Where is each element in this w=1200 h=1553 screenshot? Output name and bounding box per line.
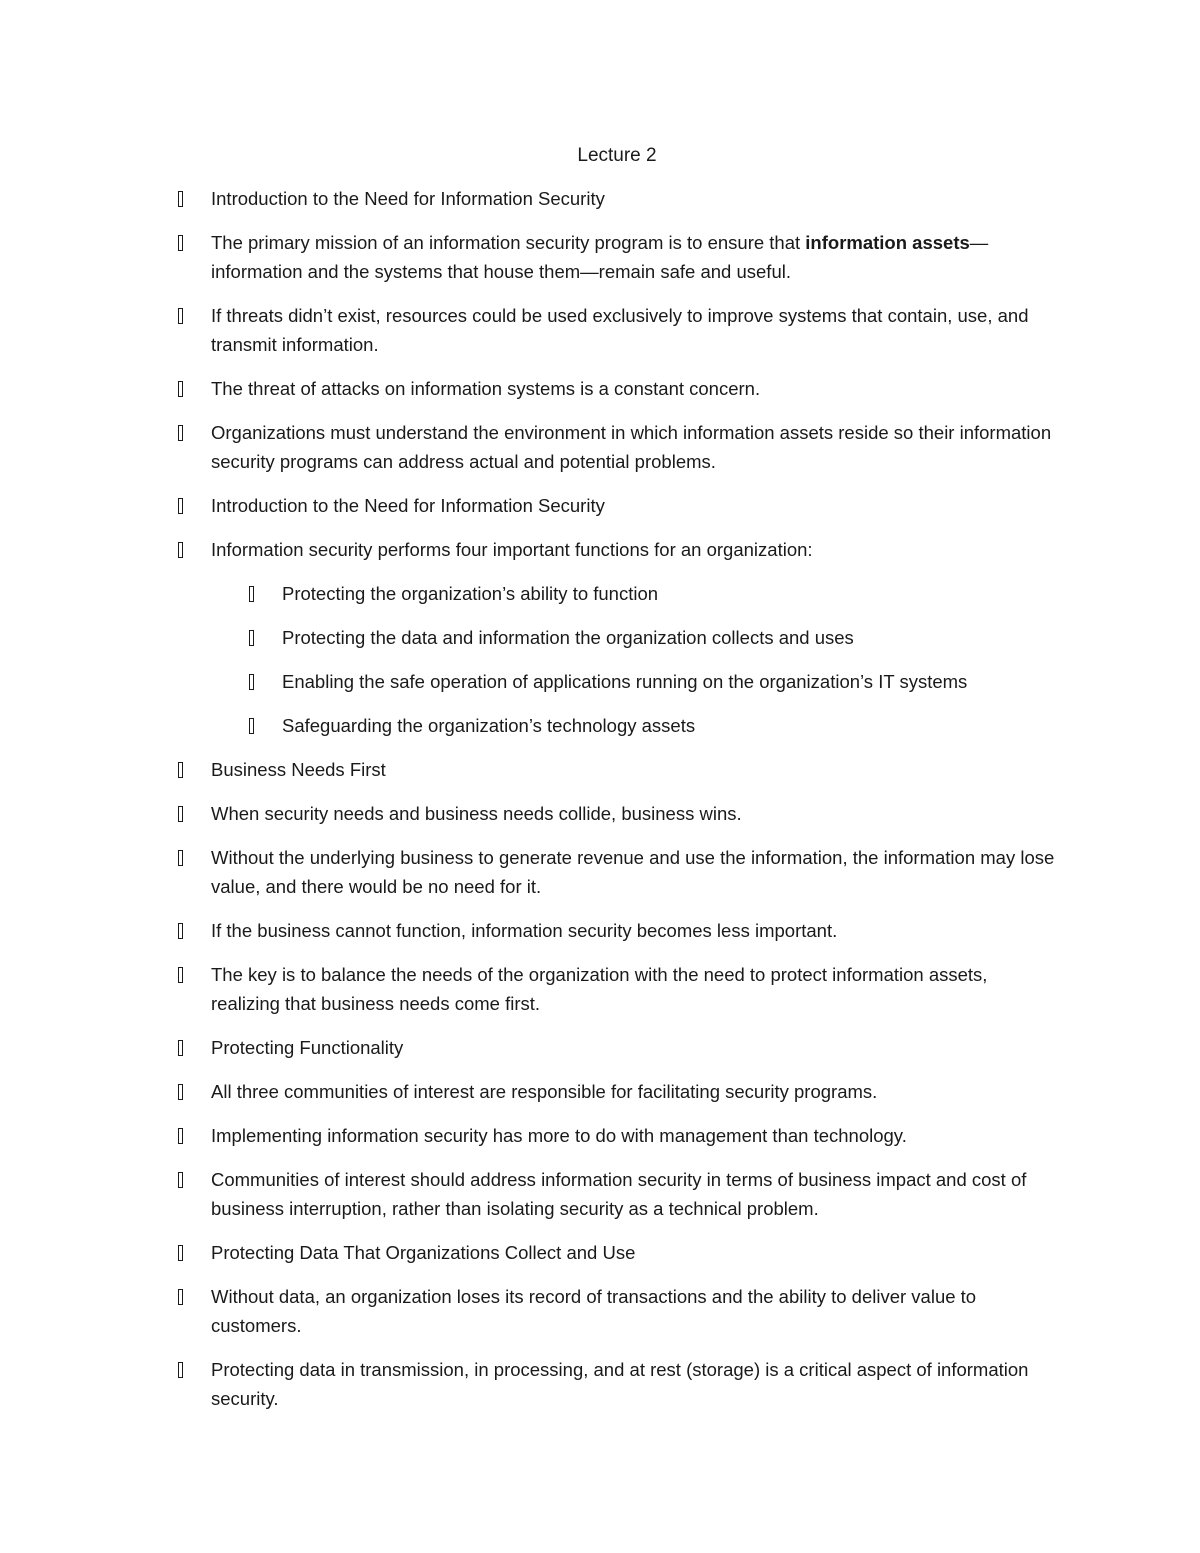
text-segment: Implementing information security has more to do with management than technology. [211,1125,907,1146]
text-segment: Safeguarding the organization’s technology assets [282,715,696,736]
text-segment: Organizations must understand the environment in which information assets reside so their information security programs can address actual and potential problems. [211,422,1052,472]
missing-glyph-box-icon [173,960,187,989]
missing-glyph-box-icon [173,916,187,945]
missing-glyph-box-icon [173,491,187,520]
missing-glyph-box-icon [173,374,187,403]
list-item [282,711,1062,740]
list-item [282,667,1062,696]
missing-glyph-box-icon [173,1121,187,1150]
text-segment: Protecting data in transmission, in processing, and at rest (storage) is a critical aspect of information security. [211,1359,1029,1409]
list-item [211,184,1061,213]
list-item-text [211,803,742,824]
list-item [211,1121,1061,1150]
list-item [211,1033,1061,1062]
text-segment: Information security performs four important functions for an organization: [211,539,813,560]
list-item [211,799,1061,828]
missing-glyph-box-icon [244,579,258,608]
missing-glyph-box-icon [173,1077,187,1106]
list-item-text [211,759,386,780]
list-item [211,1077,1061,1106]
list-item-text [211,1242,635,1263]
list-item [211,301,1061,359]
list-item-text [211,1286,976,1336]
list-item [211,960,1061,1018]
missing-glyph-box-icon [244,667,258,696]
text-segment: All three communities of interest are responsible for facilitating security programs. [211,1081,878,1102]
list-item-text [211,305,1029,355]
text-segment: Communities of interest should address information security in terms of business impact and cost of business interruption, rather than isolating security as a technical problem. [211,1169,1027,1219]
list-item-text [211,1359,1028,1409]
list-item [211,1165,1061,1223]
list-item-text [211,1169,1026,1219]
list-item [211,535,1061,564]
list-item [211,374,1061,403]
list-item-text [211,920,837,941]
list-item [211,228,1061,286]
list-item-text [211,1081,877,1102]
list-item-text [282,715,695,736]
list-item-text [282,671,967,692]
missing-glyph-box-icon [173,799,187,828]
list-item [211,491,1061,520]
text-segment: Introduction to the Need for Information Security [211,188,605,209]
list-item-text [211,1125,907,1146]
missing-glyph-box-icon [244,623,258,652]
text-segment: —information and the systems that house them—remain safe and useful. [211,232,989,282]
list-item [282,579,1062,608]
missing-glyph-box-icon [173,1165,187,1194]
list-item-text [211,188,605,209]
text-segment: If threats didn’t exist, resources could be used exclusively to improve systems that contain, use, and transmit information. [211,305,1029,355]
missing-glyph-box-icon [173,1355,187,1384]
missing-glyph-box-icon [173,301,187,330]
text-segment: The primary mission of an information security program is to ensure that [211,232,806,253]
text-segment: When security needs and business needs collide, business wins. [211,803,742,824]
list-item-text [211,847,1054,897]
list-item [211,916,1061,945]
bold-term: information assets [805,232,970,253]
list-item [211,1282,1061,1340]
list-item [211,1238,1061,1267]
missing-glyph-box-icon [244,711,258,740]
list-item-text [211,422,1051,472]
missing-glyph-box-icon [173,843,187,872]
text-segment: Protecting the organization’s ability to function [282,583,659,604]
missing-glyph-box-icon [173,535,187,564]
missing-glyph-box-icon [173,1033,187,1062]
missing-glyph-box-icon [173,1282,187,1311]
text-segment: Business Needs First [211,759,386,780]
document-title: Lecture 2 [577,145,657,166]
list-item [211,755,1061,784]
list-item [211,1355,1061,1413]
list-item-text [211,1037,403,1058]
missing-glyph-box-icon [173,418,187,447]
text-segment: Introduction to the Need for Information Security [211,495,605,516]
list-item-text [211,232,988,282]
text-segment: Enabling the safe operation of applications running on the organization’s IT systems [282,671,968,692]
text-segment: Protecting the data and information the organization collects and uses [282,627,854,648]
missing-glyph-box-icon [173,1238,187,1267]
text-segment: Without the underlying business to generate revenue and use the information, the information may lose value, and there would be no need for it. [211,847,1055,897]
list-item [211,843,1061,901]
list-item [211,418,1061,476]
list-item-text [211,495,605,516]
missing-glyph-box-icon [173,755,187,784]
list-item [282,623,1062,652]
text-segment: Without data, an organization loses its record of transactions and the ability to deliver value to customers. [211,1286,977,1336]
text-segment: Protecting Functionality [211,1037,404,1058]
list-item-text [211,539,813,560]
list-item-text [211,378,760,399]
text-segment: The key is to balance the needs of the organization with the need to protect information assets, realizing that business needs come first. [211,964,988,1014]
list-item-text [282,627,854,648]
text-segment: Protecting Data That Organizations Collect and Use [211,1242,636,1263]
text-segment: If the business cannot function, information security becomes less important. [211,920,838,941]
list-item-text [211,964,987,1014]
missing-glyph-box-icon [173,228,187,257]
missing-glyph-box-icon [173,184,187,213]
list-item-text [282,583,658,604]
text-segment: The threat of attacks on information systems is a constant concern. [211,378,761,399]
